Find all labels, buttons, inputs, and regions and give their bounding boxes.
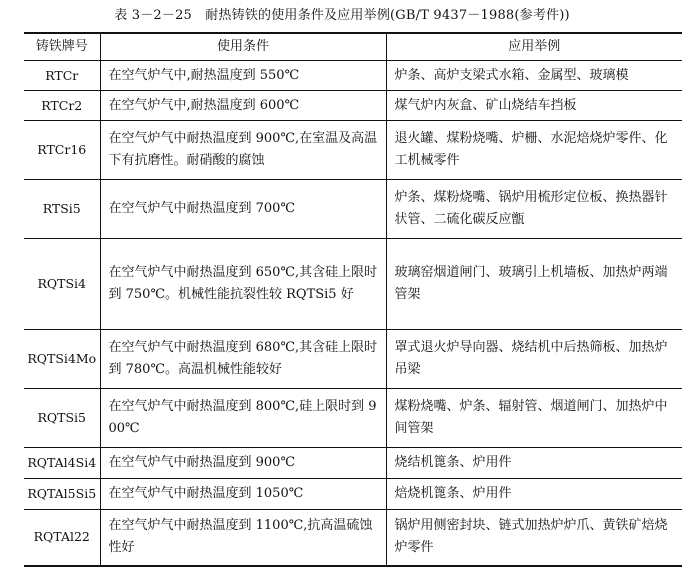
cell-conditions: 在空气炉气中耐热温度到 1100℃,抗高温硫蚀性好 — [100, 510, 386, 566]
cell-grade: RTCr — [24, 61, 100, 91]
cell-grade: RQTSi5 — [24, 389, 100, 448]
cell-conditions: 在空气炉气中耐热温度到 700℃ — [100, 180, 386, 239]
cell-grade: RTCr16 — [24, 121, 100, 180]
header-conditions: 使用条件 — [100, 33, 386, 61]
cell-conditions: 在空气炉气中耐热温度到 1050℃ — [100, 479, 386, 510]
cell-grade: RTSi5 — [24, 180, 100, 239]
cell-applications: 炉条、煤粉烧嘴、锅炉用梳形定位板、换热器针状管、二硫化碳反应甑 — [386, 180, 682, 239]
cell-grade: RQTAl22 — [24, 510, 100, 566]
cell-applications: 退火罐、煤粉烧嘴、炉栅、水泥焙烧炉零件、化工机械零件 — [386, 121, 682, 180]
table-row — [24, 180, 682, 239]
cell-grade: RTCr2 — [24, 91, 100, 121]
table-row — [24, 239, 682, 330]
cell-conditions: 在空气炉气中耐热温度到 900℃,在室温及高温下有抗磨性。耐硝酸的腐蚀 — [100, 121, 386, 180]
cell-applications: 罩式退火炉导向器、烧结机中后热筛板、加热炉吊梁 — [386, 330, 682, 389]
table-row — [24, 91, 682, 121]
cell-conditions: 在空气炉气中耐热温度到 680℃,其含硅上限时到 780℃。高温机械性能较好 — [100, 330, 386, 389]
cell-applications: 炉条、高炉支梁式水箱、金属型、玻璃模 — [386, 61, 682, 91]
cell-applications: 烧结机篦条、炉用件 — [386, 448, 682, 479]
table-row — [24, 510, 682, 566]
cell-conditions: 在空气炉气中,耐热温度到 550℃ — [100, 61, 386, 91]
cell-conditions: 在空气炉气中耐热温度到 650℃,其含硅上限时到 750℃。机械性能抗裂性较 RQTSi5 好 — [100, 239, 386, 330]
table-row — [24, 389, 682, 448]
cell-conditions: 在空气炉气中耐热温度到 900℃ — [100, 448, 386, 479]
cell-applications: 锅炉用侧密封块、链式加热炉炉爪、黄铁矿焙烧炉零件 — [386, 510, 682, 566]
table-row — [24, 61, 682, 91]
table-caption: 表 3－2－25 耐热铸铁的使用条件及应用举例(GB/T 9437－1988(参考件)) — [114, 8, 570, 23]
heat-resistant-cast-iron-table — [24, 32, 682, 567]
header-applications: 应用举例 — [386, 33, 682, 61]
cell-grade: RQTSi4 — [24, 239, 100, 330]
table-row — [24, 121, 682, 180]
cell-grade: RQTSi4Mo — [24, 330, 100, 389]
table-row — [24, 448, 682, 479]
cell-applications: 玻璃窑烟道闸门、玻璃引上机墙板、加热炉两端管架 — [386, 239, 682, 330]
cell-applications: 煤粉烧嘴、炉条、辐射管、烟道闸门、加热炉中间管架 — [386, 389, 682, 448]
cell-conditions: 在空气炉气中耐热温度到 800℃,硅上限时到 900℃ — [100, 389, 386, 448]
cell-grade: RQTAl4Si4 — [24, 448, 100, 479]
table-row — [24, 330, 682, 389]
cell-applications: 焙烧机篦条、炉用件 — [386, 479, 682, 510]
header-grade: 铸铁牌号 — [24, 33, 100, 61]
cell-applications: 煤气炉内灰盒、矿山烧结车挡板 — [386, 91, 682, 121]
cell-conditions: 在空气炉气中,耐热温度到 600℃ — [100, 91, 386, 121]
cell-grade: RQTAl5Si5 — [24, 479, 100, 510]
table-row — [24, 479, 682, 510]
table-header-row — [24, 33, 682, 61]
